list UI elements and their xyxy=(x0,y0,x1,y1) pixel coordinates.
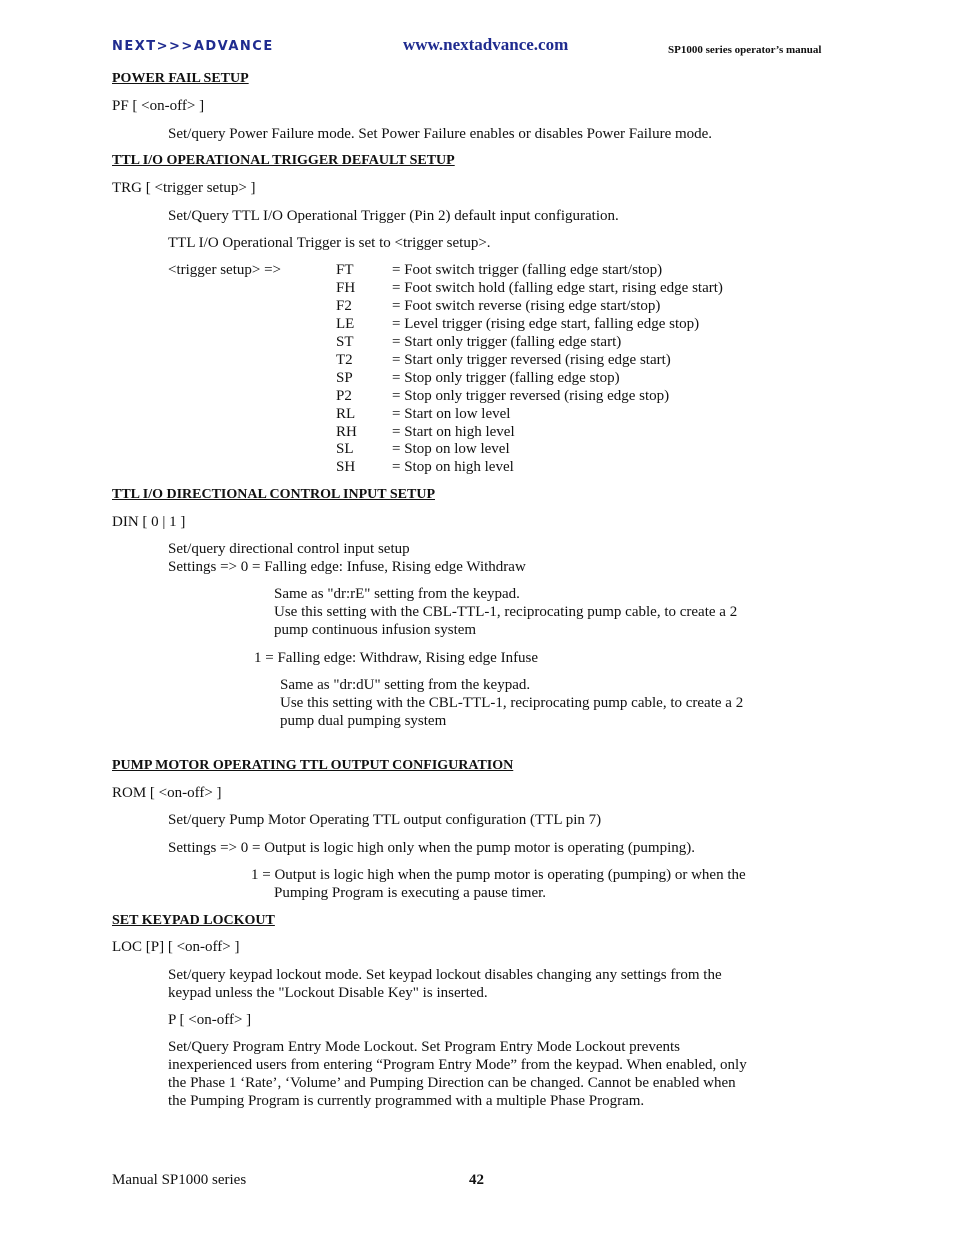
command-syntax-din: DIN [ 0 | 1 ] xyxy=(112,514,186,530)
directional-note-1-line2: Use this setting with the CBL-TTL-1, reciprocating pump cable, to create a 2 xyxy=(280,695,744,711)
command-syntax-p: P [ <on-off> ] xyxy=(168,1012,252,1028)
directional-note-1-line3: pump dual pumping system xyxy=(280,713,447,729)
section-heading-motor: PUMP MOTOR OPERATING TTL OUTPUT CONFIGURATION xyxy=(112,758,514,773)
trigger-option-code: F2 xyxy=(336,298,352,314)
trigger-option-desc: = Start on low level xyxy=(392,406,511,422)
motor-description: Set/query Pump Motor Operating TTL output configuration (TTL pin 7) xyxy=(168,812,602,828)
program-lockout-line4: the Pumping Program is currently programmed with a multiple Phase Program. xyxy=(168,1093,645,1109)
manual-title: SP1000 series operator’s manual xyxy=(668,44,822,56)
trigger-option-desc: = Stop on low level xyxy=(392,441,510,457)
page-number: 42 xyxy=(469,1172,484,1188)
footer-manual-name: Manual SP1000 series xyxy=(112,1172,247,1188)
section-heading-directional: TTL I/O DIRECTIONAL CONTROL INPUT SETUP xyxy=(112,487,435,502)
trigger-option-desc: = Start only trigger (falling edge start) xyxy=(392,334,622,350)
command-syntax-rom: ROM [ <on-off> ] xyxy=(112,785,222,801)
program-lockout-line3: the Phase 1 ‘Rate’, ‘Volume’ and Pumping Direction can be changed. Cannot be enabled when xyxy=(168,1075,736,1091)
directional-setting-0: Settings => 0 = Falling edge: Infuse, Rising edge Withdraw xyxy=(168,559,526,575)
command-syntax-loc: LOC [P] [ <on-off> ] xyxy=(112,939,240,955)
directional-note-0-line2: Use this setting with the CBL-TTL-1, reciprocating pump cable, to create a 2 xyxy=(274,604,738,620)
trigger-option-code: SH xyxy=(336,459,356,475)
section-heading-keypad: SET KEYPAD LOCKOUT xyxy=(112,913,275,928)
trigger-option-desc: = Foot switch reverse (rising edge start/stop) xyxy=(392,298,661,314)
trigger-description-2: TTL I/O Operational Trigger is set to <trigger setup>. xyxy=(168,235,491,251)
motor-setting-1-line1: 1 = Output is logic high when the pump motor is operating (pumping) or when the xyxy=(251,867,746,883)
trigger-option-code: ST xyxy=(336,334,354,350)
trigger-option-desc: = Foot switch hold (falling edge start, rising edge start) xyxy=(392,280,723,296)
power-fail-description: Set/query Power Failure mode. Set Power Failure enables or disables Power Failure mode. xyxy=(168,126,713,142)
directional-note-0-line1: Same as "dr:rE" setting from the keypad. xyxy=(274,586,520,602)
keypad-description-line2: keypad unless the "Lockout Disable Key" is inserted. xyxy=(168,985,488,1001)
trigger-option-code: P2 xyxy=(336,388,352,404)
program-lockout-line1: Set/Query Program Entry Mode Lockout. Set Program Entry Mode Lockout prevents xyxy=(168,1039,680,1055)
trigger-setup-label: <trigger setup> => xyxy=(168,262,281,278)
trigger-option-desc: = Foot switch trigger (falling edge start/stop) xyxy=(392,262,663,278)
directional-note-1-line1: Same as "dr:dU" setting from the keypad. xyxy=(280,677,531,693)
trigger-option-desc: = Level trigger (rising edge start, falling edge stop) xyxy=(392,316,700,332)
motor-setting-1-line2: Pumping Program is executing a pause timer. xyxy=(274,885,547,901)
trigger-option-code: SL xyxy=(336,441,354,457)
directional-setting-1: 1 = Falling edge: Withdraw, Rising edge Infuse xyxy=(254,650,539,666)
trigger-option-desc: = Stop only trigger (falling edge stop) xyxy=(392,370,620,386)
section-heading-power-fail: POWER FAIL SETUP xyxy=(112,71,249,86)
command-syntax-pf: PF [ <on-off> ] xyxy=(112,98,205,114)
brand-logo: NEXT>>>ADVANCE xyxy=(112,39,274,54)
trigger-description: Set/Query TTL I/O Operational Trigger (Pin 2) default input configuration. xyxy=(168,208,619,224)
trigger-option-code: RH xyxy=(336,424,357,440)
command-syntax-trg: TRG [ <trigger setup> ] xyxy=(112,180,256,196)
trigger-option-desc: = Start on high level xyxy=(392,424,515,440)
directional-note-0-line3: pump continuous infusion system xyxy=(274,622,477,638)
trigger-option-code: LE xyxy=(336,316,355,332)
section-heading-trigger: TTL I/O OPERATIONAL TRIGGER DEFAULT SETUP xyxy=(112,153,455,168)
trigger-option-code: RL xyxy=(336,406,356,422)
trigger-option-code: T2 xyxy=(336,352,353,368)
program-lockout-line2: inexperienced users from entering “Program Entry Mode” from the keypad. When enabled, only xyxy=(168,1057,747,1073)
trigger-option-code: FT xyxy=(336,262,354,278)
trigger-option-desc: = Stop only trigger reversed (rising edge stop) xyxy=(392,388,670,404)
directional-description: Set/query directional control input setup xyxy=(168,541,410,557)
website-url[interactable]: www.nextadvance.com xyxy=(403,35,569,54)
keypad-description-line1: Set/query keypad lockout mode. Set keypad lockout disables changing any settings from the xyxy=(168,967,722,983)
trigger-option-code: FH xyxy=(336,280,356,296)
trigger-option-desc: = Stop on high level xyxy=(392,459,514,475)
motor-setting-0: Settings => 0 = Output is logic high only when the pump motor is operating (pumping). xyxy=(168,840,696,856)
trigger-option-desc: = Start only trigger reversed (rising edge start) xyxy=(392,352,671,368)
trigger-option-code: SP xyxy=(336,370,353,386)
